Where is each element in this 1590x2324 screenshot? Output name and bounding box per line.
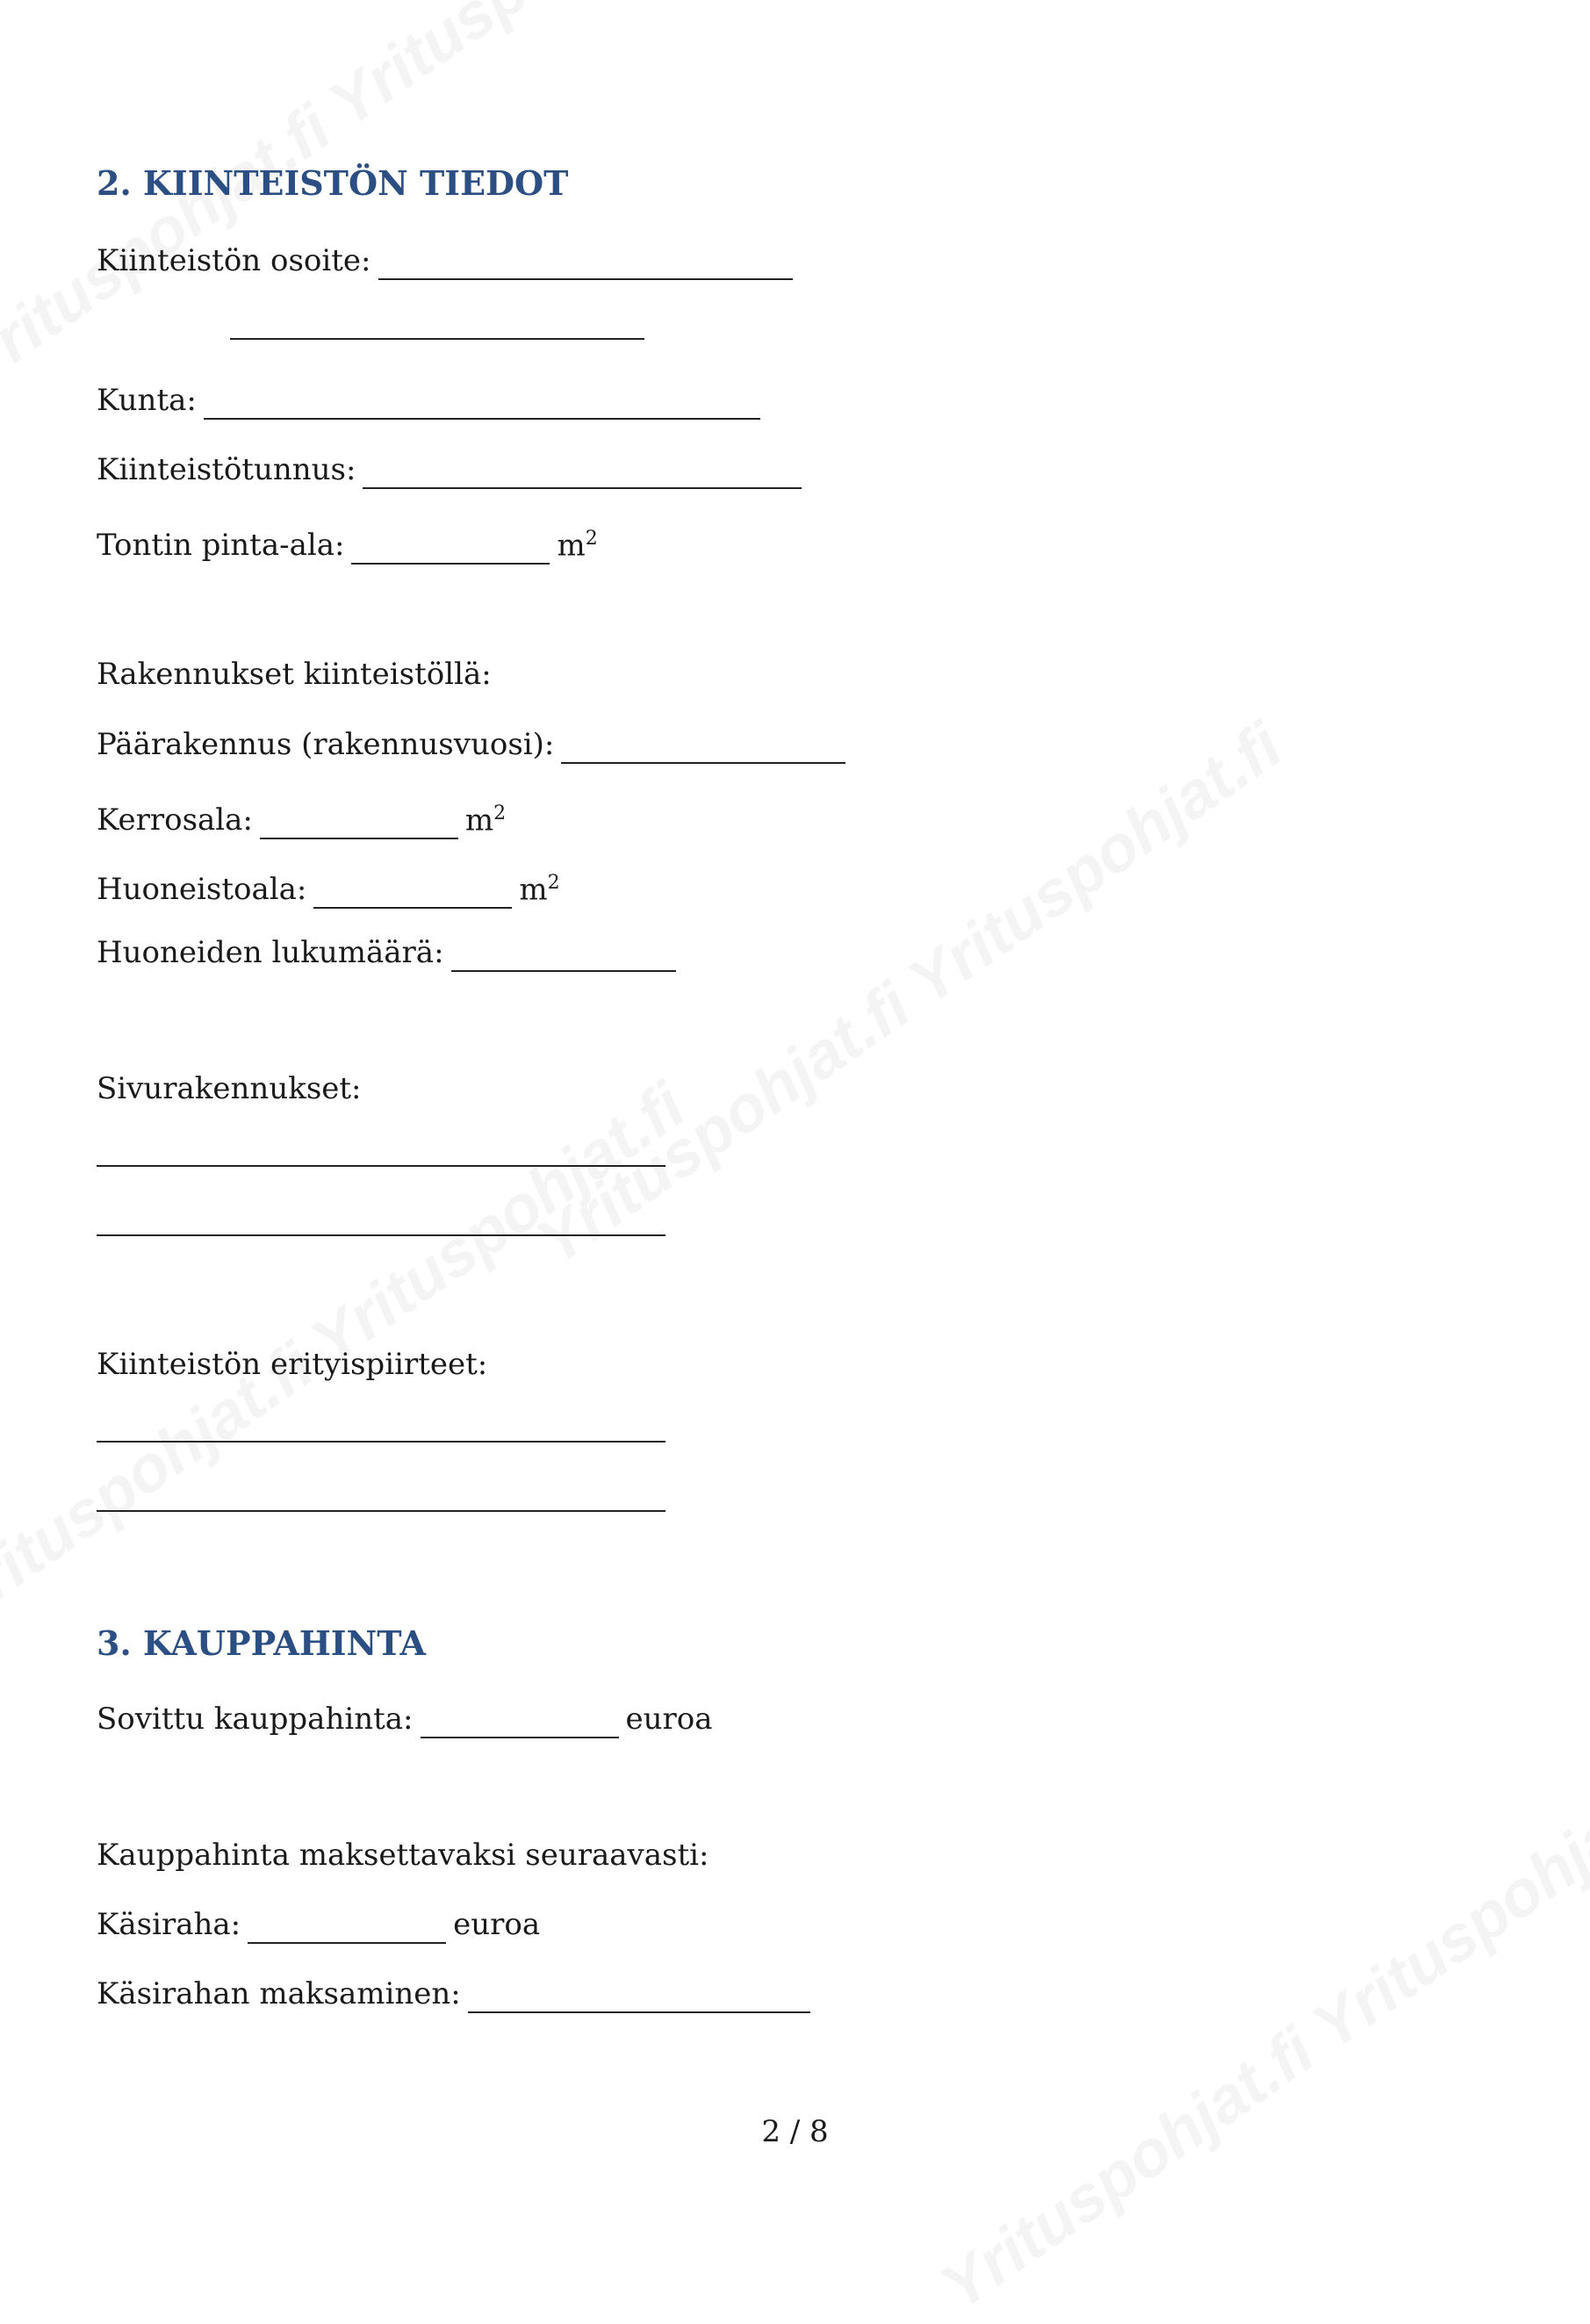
form-row-address bbox=[97, 241, 800, 280]
municipality-field[interactable] bbox=[204, 392, 760, 420]
special-features-field-2[interactable] bbox=[97, 1484, 665, 1512]
address-label: Kiinteistön osoite: bbox=[97, 243, 371, 278]
outbuildings-heading bbox=[97, 1069, 362, 1108]
unit-square-meters: $m^2$ bbox=[519, 872, 560, 908]
address-field-line-2[interactable] bbox=[230, 312, 644, 340]
main-building-label: Päärakennus (rakennusvuosi): bbox=[97, 727, 555, 762]
payment-terms-heading bbox=[97, 1836, 709, 1874]
outbuildings-label: Sivurakennukset: bbox=[97, 1071, 362, 1106]
property-id-label: Kiinteistötunnus: bbox=[97, 452, 356, 487]
form-row-agreed-price bbox=[97, 1700, 713, 1738]
unit-square-meters: $m^2$ bbox=[557, 528, 598, 564]
page-number: 2 / 8 bbox=[761, 2114, 829, 2149]
agreed-price-label: Sovittu kauppahinta: bbox=[97, 1702, 414, 1737]
down-payment-method-field[interactable] bbox=[468, 1985, 810, 2013]
unit-square-meters: $m^2$ bbox=[464, 802, 507, 838]
floor-area-field[interactable] bbox=[260, 811, 458, 839]
form-row-special-features-2 bbox=[97, 1484, 673, 1512]
special-features-heading bbox=[97, 1345, 487, 1384]
form-row-down-payment bbox=[97, 1905, 540, 1944]
plot-area-label: Tontin pinta-ala: bbox=[97, 528, 345, 564]
form-row-property-id bbox=[97, 450, 809, 489]
agreed-price-field[interactable] bbox=[421, 1710, 619, 1738]
rooms-label: Huoneiden lukumäärä: bbox=[97, 935, 444, 970]
currency-label: euroa bbox=[625, 1702, 713, 1737]
plot-area-field[interactable] bbox=[351, 536, 550, 565]
form-row-apartment-area bbox=[97, 864, 560, 909]
apartment-area-field[interactable] bbox=[313, 881, 512, 909]
section-heading-purchase-price: 3. KAUPPAHINTA bbox=[97, 1623, 426, 1663]
main-building-field[interactable] bbox=[561, 736, 845, 764]
buildings-heading bbox=[97, 655, 492, 694]
form-row-rooms bbox=[97, 933, 683, 972]
address-field[interactable] bbox=[378, 252, 793, 280]
down-payment-method-label: Käsirahan maksaminen: bbox=[97, 1976, 461, 2011]
rooms-field[interactable] bbox=[451, 944, 676, 972]
floor-area-label: Kerrosala: bbox=[97, 802, 253, 838]
section-heading-property-info: 2. KIINTEISTÖN TIEDOT bbox=[97, 163, 569, 203]
form-row-outbuildings-2 bbox=[97, 1208, 673, 1236]
form-row-main-building bbox=[97, 725, 853, 764]
currency-label: euroa bbox=[453, 1907, 541, 1942]
special-features-field-1[interactable] bbox=[97, 1414, 665, 1443]
municipality-label: Kunta: bbox=[97, 383, 197, 418]
form-row-down-payment-method bbox=[97, 1975, 817, 2013]
form-row-address-2 bbox=[230, 312, 651, 340]
down-payment-label: Käsiraha: bbox=[97, 1907, 241, 1942]
watermark bbox=[927, 1752, 1590, 2324]
special-features-label: Kiinteistön erityispiirteet: bbox=[97, 1347, 488, 1382]
outbuildings-field-1[interactable] bbox=[97, 1139, 665, 1167]
buildings-label: Rakennukset kiinteistöllä: bbox=[97, 657, 492, 692]
outbuildings-field-2[interactable] bbox=[97, 1208, 665, 1236]
down-payment-field[interactable] bbox=[248, 1916, 446, 1944]
form-row-municipality bbox=[97, 381, 767, 420]
form-row-plot-area bbox=[97, 520, 598, 565]
property-id-field[interactable] bbox=[363, 461, 802, 489]
watermark bbox=[523, 708, 1295, 1279]
payment-terms-label: Kauppahinta maksettavaksi seuraavasti: bbox=[97, 1838, 709, 1873]
form-row-special-features-1 bbox=[97, 1414, 673, 1443]
apartment-area-label: Huoneistoala: bbox=[97, 872, 307, 908]
form-row-floor-area bbox=[97, 795, 506, 839]
form-row-outbuildings-1 bbox=[97, 1139, 673, 1167]
